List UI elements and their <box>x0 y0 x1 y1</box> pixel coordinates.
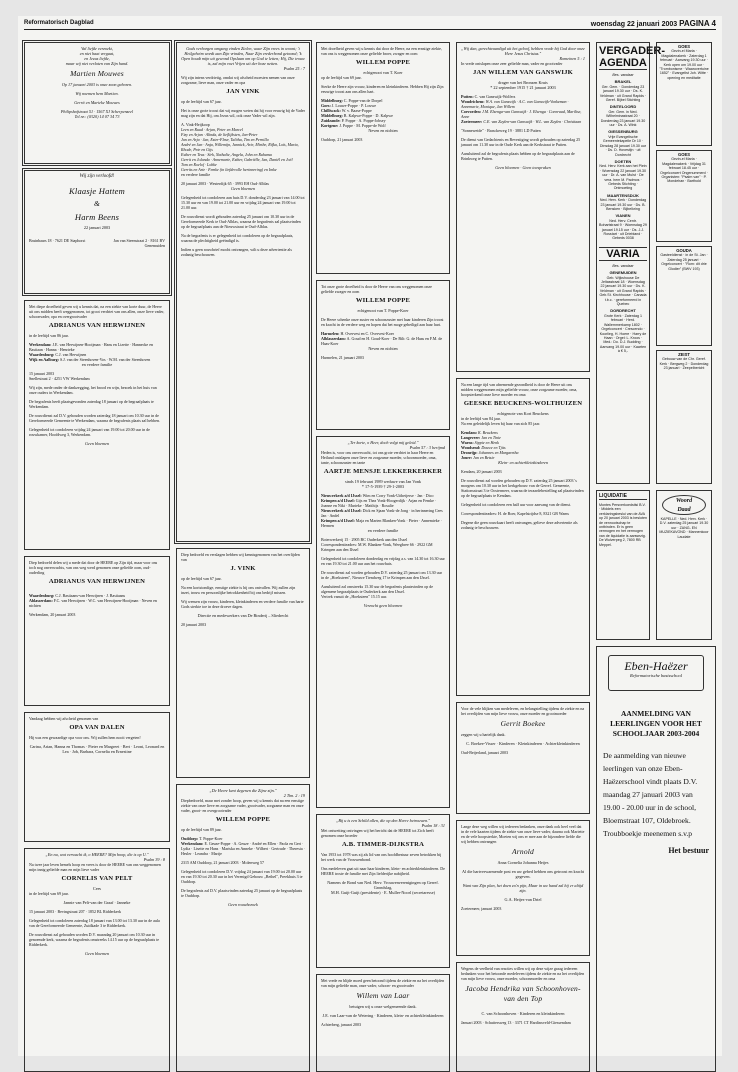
liquidation-text: Montes Persverkoedstisi B.V. · Middels een verklaringsbeslui van de AVA op 20 januari 2003 is besloten de vennootschap te ontbinden. Er is geen vermogen en het vermogen van de liquidatie is aanwezig. De Wulverpeg 2, 7800 RB Meppel. <box>599 503 647 547</box>
intro-text: Lange deze weg willen wij iedereen bedanken, onze dank ook heel veel dat in de vele kaarten tijdens de ziekte van onze lieve vader, daarna ook Mariette en de vele hoopsterkte, Moeten wij ons er mee aan de bijzondere liefde die wij hebben ontvangen <box>461 824 585 844</box>
poem-ref: Psalm 25 : 7 <box>283 66 305 71</box>
family-row: Neven en nichten <box>368 346 398 351</box>
column-5 <box>596 40 716 1050</box>
obituary-lekkerkerker <box>316 436 450 808</box>
vergader-agenda <box>596 42 666 484</box>
column-2 <box>176 40 310 1050</box>
family-row: Putten: C. van Ganswijk-Wolfers <box>461 94 516 99</box>
varia-item: DORDRECHT Grote Kerk · Zaterdag 1 februari · Herd. Wallemmerkamp 1802 · Orgelconcert · Crescendo · Koorlieg, H. Hoere · Harry de Haan · Orgel: L. Kroos · Med.: Do. D.J. Budding · Aanvang 19.00 uur · Kaarten à € 5,- <box>599 308 647 354</box>
family-row: Neven en nichten <box>368 128 398 133</box>
paragraph: Aansluitend zal omstreeks 15.30 uur de begrafenis plaatsvinden op de algemene begraafplaats te Ouderkerk aan den IJssel. <box>321 584 433 594</box>
paragraph: Gelegenheid tot condoleren aan huis D.V. donderdag 23 januari van 14.00 tot 15.30 uur en van 19.00 tot 21.00 uur en vrijdag 24 januari van 19.00 tot 21.00 uur. <box>181 195 305 210</box>
agenda-item: DOETEN Ned. Herv. Kerk aan het Plein · Woensdag 22 januari 19.30 uur · Dr. A. van Mulst · De vera. hem M. Padmos · Gebeds Stichting · Ontmoeting <box>599 158 647 191</box>
signature: Namens de Bond van Ned. Herv. Vrouwenverenigingen op Gerref. Grondslag, <box>327 880 439 890</box>
newspaper-page <box>18 16 722 1056</box>
closing: Geen bloemen · Geen toespraken <box>495 165 551 170</box>
paragraph: Na de begrafenis is er gelegenheid tot condoleren op de begraafplaats, waarna de plechtigheid geëindigd is. <box>181 233 294 243</box>
paragraph: De rouwdienst zal worden gehouden D.V. zaterdag 25 januari om 13.30 uur in de „Hoeksteen", Nieuwe Tiendweg 17 te Krimpen aan den IJssel. <box>321 570 443 580</box>
verse: „Bij u is een Schild allen, die op den Heere betrouwen." <box>335 818 431 823</box>
intro-text: Met droefheid geven wij u kennis dat door de Heere, na een ernstige ziekte, van ons is weggenomen onze geliefde broer, zwager en oom <box>321 46 442 56</box>
family-row: Werkendam: E. Geuze-Poppe · A. Geuze · André en Ellen · Paola en Gert · Lydia · Lisette en Hans · Mariska en Anneke · Wilbert · Gertrude · Theresia · Hesler · Leandra · Martje <box>181 841 305 856</box>
name-1: Klaasje Hattem <box>69 186 125 196</box>
ampersand: & <box>93 199 101 208</box>
family-line: André en Jan · Anja, Willemijn, Jannick, Arie, Mirthe, Rifka, Loïs, Maria, Rhode, Pete en Gijs <box>181 142 299 152</box>
verse-ref: Psalm 39 : 8 <box>143 857 165 862</box>
page-info <box>591 19 716 28</box>
paragraph: betuigen wij u onze welgemeende dank. <box>349 1004 417 1009</box>
deceased-name: WILLEM POPPE <box>215 816 271 823</box>
family-row: Warns: Sippie en Henk <box>461 440 499 445</box>
obituary-van-herwijnen <box>24 300 170 550</box>
date: 20 januari 2003 <box>181 622 207 627</box>
text: Hij was een gewaardige opa voor ons. Wij zullen hem nooit vergeten! <box>29 735 141 740</box>
obituary-willem-poppe <box>176 784 310 1072</box>
paragraph: Wij wensen zijn vrouw, kinderen, kleinkinderen en verdere familie van harte Gods sterkte toe in deze droeve dagen. <box>181 599 304 609</box>
closing: Geen bloemen <box>84 951 110 956</box>
family: Jannie van Pelt-van der Graaf · Janneke <box>63 900 131 905</box>
verse: „De Heere kent degenen die Zijne zijn." <box>209 788 277 793</box>
signature: Directie en medewerkers van De Binderij – Sliedrecht <box>197 613 289 618</box>
age: in de leeftijd van 69 jaar. <box>29 891 69 896</box>
paragraph: Van 1953 tot 1978 was zij als lid van ons hoofdbestuur zeven betrokken bij het werk van de Vrouwenbond. <box>321 852 442 862</box>
intro: Vandaag hebben wij afscheid genomen van <box>29 716 99 721</box>
verse-ref: Psalm 18 : 31 <box>421 823 445 828</box>
liquidation-title: LIQUIDATIE <box>599 493 647 500</box>
obituary-beuckens-wolthuizen <box>456 378 590 696</box>
family-row: Harmelen: H. Overvest en C. Overvest-Koer <box>321 331 394 336</box>
deceased-name: ADRIANUS VAN HERWIJNEN <box>48 322 146 329</box>
verse-line: maar wij niet verlaten van Zijn hand. <box>65 61 129 66</box>
obituary-willem-poppe-family <box>316 42 450 274</box>
engagement-announcement <box>24 170 170 294</box>
family-row: Zuidzande: P. Poppe · A. Poppe-Jobsey <box>321 118 386 123</box>
name-2: Harm Beens <box>74 212 120 222</box>
varia-title: VARIA <box>599 247 647 261</box>
paragraph: De begrafenis heeft plaatsgevonden zaterdag 18 januari op de begraafplaats te Werkendam. <box>29 399 154 409</box>
gods-event-2: GOES Gezin-el Maria · Magdalenakerk · Vrijdag 31 februari 18.45 uur · Orgelconcert Ongenummerd · Organisten: "Psalm van" · P. Mondehan · Barthold <box>656 150 712 242</box>
family-row: Middelburg: C. Poppe-van de Dorpel <box>321 98 383 103</box>
condolence-j-vink <box>176 548 310 778</box>
birth-line: Op 17 januari 2003 is onze zoon geboren. <box>61 82 133 87</box>
paragraph: Gelegenheid tot condoleren een half uur voor aanvang van de dienst. <box>461 502 572 507</box>
thanks-van-schoonhoven <box>456 962 590 1072</box>
family-row: Dronrijp: Johannes en Margaretha <box>461 450 519 455</box>
page-number: PAGINA 4 <box>679 19 716 28</box>
age: op de leeftijd van 67 jaar. <box>181 576 222 581</box>
family-row: Chilliwack: W. v. Baase-Poppe <box>321 108 372 113</box>
agenda-item: BRAKEL Ger. Gem. · Donderdag 23 januari 19.30 uur · Ds. K. Veldman · uit Grand Rapids · Geref. Bijbel Stichting <box>599 79 647 103</box>
column-3 <box>316 40 450 1050</box>
page-header <box>24 18 716 30</box>
family-line: en verdere familie <box>181 172 211 177</box>
subtitle: Anna Cornelia Johanna Heijes <box>497 860 549 865</box>
paragraph: De rouwdienst zal gehouden worden D.V. maandag 20 januari om 10.30 uur in genoemde kerk, waarna de begrafenis omstreeks 14.15 uur op de begraafplaats te Ridderkerk. <box>29 932 160 947</box>
paragraph: Al die hartverwarmende post en uw gebed hebben ons getroost en kracht gegeven. <box>462 869 584 879</box>
date: Januari 2003 · Schuttersweg 13 · 3371 CT Hardinxveld-Giessendam <box>461 1020 571 1025</box>
date: Zoetermeer, januari 2003 <box>461 906 502 911</box>
family-row: Krimpen a/d IJssel: Gijs en Thea Vonk-Hoogerdijk · Arjan en Femke · Joanne en Niki · Marieke · Matthijs · Rosalie <box>321 498 437 508</box>
intro-text: Na een lange tijd van afnemende gezondheid is door de Heere uit ons midden weggenomen mijn geliefde vrouw, onze zorgzame moeder, oma, hoopsterkend onze lieve moeder en oma <box>461 382 578 397</box>
family-line: Fizy en Arjan · Alinda, de lieflijksten, Jan-Peter <box>181 132 258 137</box>
family: G.A. Heijes-van Driel <box>504 897 542 902</box>
deceased-name: AARTJE MENSJE LEKKERKERKER <box>323 468 443 475</box>
paragraph: De rouwdienst zal worden gehouden op D.V. zaterdag 25 januari 2003 's morgens om 10.30 uur in het kerkgebouw van de Gerref. Gemeente, Stationsstraat 3 te Oostermeer, waarna de teraardebestelling zal plaatsvinden op de begraafplaats te Kendam. <box>461 478 584 498</box>
paragraph: Gelegenheid tot condoleren vrijdag 24 januari van 19.00 tot 20.00 uur in de rouwkamer, Hoofdweg 3, Werkendam. <box>29 427 150 437</box>
birth-announcement <box>24 42 170 164</box>
paragraph: Gelegenheid tot condoleren donderdag en vrijdag a.s. van 14.30 tot 16.30 uur en van 19.30 tot 21.00 uur aan het rouwhuis. <box>321 556 445 566</box>
paragraph: De Heere schenke onze zuster en schoonzuster met haar kinderen Zijn troost en kracht in de verdere weg en hopen dat het moge geheiligd aan haar hart. <box>321 317 444 327</box>
intro-text: Wij zijn intens verdrietig, omdat wij afscheid moesten nemen van onze zorgzame, lieve man, onze vader en opa <box>181 75 295 85</box>
grandchildren: Carina, Arian, Hanna en Thomas · Pieter en Margreet · Bert · Leoni, Leonard en Lea · Job, Barbara, Cornelia en Ernestine <box>29 744 165 754</box>
verse-line: Val liefde verzoekt, <box>81 46 113 51</box>
family-row: Coevorden: J.M. Elsenga-van Ganswijk · J. Elsenga · Coenraad, Marilise, Anne <box>461 109 582 119</box>
intro-text: Met vrede en blijde moed geen betoond tijdens de ziekte en na het overlijden van mijn geliefde man, onze vader, schoon- en grootvader <box>321 978 445 988</box>
eben-haezer-ad <box>596 646 716 1072</box>
address-2: Jan van Steenstraat 2 · 8161 BV Genemuiden <box>113 238 165 248</box>
age: op de leeftijd van 69 jaar. <box>321 75 362 80</box>
family-row: Ablasserdam: F.C. van Herwijnen · W.C. van Herwijnen-Hooijman · Neven en nichten <box>29 598 157 608</box>
obituary-van-pelt <box>24 848 170 1072</box>
agenda-subtitle: Bes. vandaar <box>612 73 634 77</box>
family-row: Zoetermeer: C.E. van Zuylen-van Ganswijk · W.L. van Zuylen · Christiaan <box>461 119 582 124</box>
memorial-timmer-dijkstra <box>316 814 450 968</box>
paragraph: zeggen wij u hartelijk dank. <box>461 732 506 737</box>
closing: Geen bloemen <box>84 441 110 446</box>
liquidation-notice <box>596 490 650 640</box>
age: op de leeftijd van 67 jaar. <box>181 99 222 104</box>
deceased-name: A.B. TIMMER-DIJKSTRA <box>341 841 425 848</box>
intro-text: Diep bedroefd en verslagen hebben wij kennisgenomen van het overlijden van <box>181 552 300 562</box>
intro-text: Diepbedroefd, maar met zonder hoop, geven wij u kennis dat na een ernstige ziekte van onze lieve en zorgzame vader, grootvader, zorgzame man en onze vader, groot- en overgrootvader <box>181 798 304 813</box>
deceased-name: JAN VINK <box>226 88 260 95</box>
date: Ouddorp, 21 januari 2003 <box>321 137 363 142</box>
child-name: Martien Mouwes <box>70 69 124 78</box>
family-row: Werkendam: J.E. van Herwijnen-Hooijman · Hans en Lizette · Hannecke en Bastiaan · Hanna · Henrieke <box>29 342 153 352</box>
address: Philipshofstraat 51 · 1567 XJ Scherpenzeel <box>60 109 134 114</box>
family-line: A. Vink-Heijkoop <box>181 122 210 127</box>
date: Oud-Beijerland, januari 2003 <box>461 750 508 755</box>
verse: „Wij dan, gerechtvaardigd uit het geloof, hebben vrede bij God door onze Here Jezus Christus." <box>461 46 585 56</box>
paragraph: Gelegenheid tot condoleren D.V. vrijdag 24 januari van 19.00 tot 20.00 uur en van 19.30 tot 20.30 uur in het Verenigd Gebouw „Bethel", Preekhuis 3 te Ouddorp. <box>181 869 303 884</box>
thanks-van-laar <box>316 974 450 1072</box>
date: 22 januari 2003 <box>83 225 111 230</box>
paragraph: Indien u geen rouwbrief mocht ontvangen, wilt u deze advertentie als zodanig beschouwen. <box>181 247 292 257</box>
intro-text: Voor de vele blijken van medeleven, en belangstelling tijdens de ziekte en na het overlijden van mijn lieve vrouw, onze moeder en grootmoeder <box>461 706 585 716</box>
family-row: Woudrichem: W.A. van Ganswijk · A.C. van Ganswijk-Vonkeman · Annemarie, Monique, Jan Willem <box>461 99 569 109</box>
woord-en-daad-ad <box>656 490 712 640</box>
family-row: Alblasserdam: A. Goud en H. Goud-Koer · De Bilt: G. de Haas en F.M. de Haas-Koer <box>321 336 443 346</box>
intro-text: Diep bedroefd delen wij u mede dat door de HEERE op Zijn tijd, maar voor ons toch nog onverwachts, van ons weg werd genomen onze geliefde oom, oud-ouderling <box>29 560 158 575</box>
paragraph: Degene die geen rouwkaart heeft ontvangen, gelieve deze advertentie als zodanig te beschouwen. <box>461 520 578 530</box>
subtitle: echtgenoot van T. Poppe-Koer <box>357 308 409 313</box>
zeist-event: ZEIST Gebouw van de Chr. Geref. Kerk · Bergweg 2 · Donderdag 23 januari · Zeepelbericht <box>656 350 712 484</box>
subtitle: echtgenoot van T. Koer <box>363 70 403 75</box>
deceased-name: OPA VAN DALEN <box>69 724 125 731</box>
woord-en-daad-logo: Woord Daad <box>662 495 706 515</box>
thanks-gerrit-boekee <box>456 702 590 814</box>
paragraph: De begrafenis zal D.V. plaatsvinden zaterdag 25 januari op de begraafplaats te Ouddorp. <box>181 888 303 898</box>
family-row: Kendam: K. Beuckens <box>461 430 498 435</box>
name-note: Wij noemen hem Martien. <box>75 91 119 96</box>
address: "Sonneweide" · Brasckeweg 19 · 3881 LD Putten <box>461 128 541 133</box>
telephone: Tel.nr.: (0320) 14 07 34 73 <box>74 114 120 119</box>
address: Boterwerkerij 15 · 2905 BC Ouderkerk aan den IJssel <box>321 537 408 542</box>
obituary-van-herwijnen-2 <box>24 556 170 706</box>
family-line: Jan en Arja · Jan, Ester-Fleur, Talitha, Tim en Pernilla <box>181 137 269 142</box>
verse-ref: Romeinen 5 : 1 <box>559 56 585 61</box>
agenda-item: MAARTENSDIJK Ned. Herv. Kerk · Donderdag 23 januari 19.30 uur · Ds. B. Bensken · Bijbelkring <box>599 192 647 211</box>
verse-line: en niet haat vergaat, <box>79 51 115 56</box>
deceased-name: Jacoba Hendrika van Schoonhoven-van den Top <box>465 984 581 1003</box>
paragraph: De dienst van Gedachtenis en Bevestiging wordt gehouden op zaterdag 25 januari om 11.30 uur in de Oude Kerk aan de Kerkstraat te Putten. <box>461 137 581 147</box>
woord-en-daad-text: KAPELLE · Ned. Herv. Kerk · D.V. zaterdag 25 januari 19.30 uur · ZANG- EN MUZIEKAVOND · Mannenkoor Laudate <box>659 517 709 539</box>
correspondence: Correspondentieadres: H. de Boer, Kapelstrijdse 8, 8321 GB Warns <box>461 511 569 516</box>
page-date: woensdag 22 januari 2003 <box>590 21 678 28</box>
date-address: 2315 AM Ouddorp, 21 januari 2003 · Molenweg 57 <box>181 860 264 865</box>
verse-ref: 2 Tim. 2 : 19 <box>283 793 305 798</box>
age: in de leeftijd van 84 jaar. <box>461 416 501 421</box>
paper-name: Reformatorisch Dagblad <box>24 20 94 26</box>
date: Werkendam, 20 januari 2003 <box>29 612 76 617</box>
family-row: Klein- en achterkleinkinderen <box>498 460 548 465</box>
paragraph: Wij zijn, mede onder de dankzegging, het brood en wijn, bezoek in het huis van onze ouders in Werkendam. <box>29 385 157 395</box>
eben-haezer-signature: Het bestuur <box>668 846 709 855</box>
paragraph: Ons medeleven gaat uit naar haar kinderen, klein- en achterkleinkinderen. De HEERE troste de familie met Zijn liefderijke nabijheid. <box>321 866 445 876</box>
paragraph: Aansluitend zal de begrafenis plaats hebben op de begraafplaats aan de Brinkweg te Putten. <box>461 151 575 161</box>
closing: Geen rouwbezoek <box>228 902 258 907</box>
family-line: Gerrit en Jolanda · Annemarie, Esther, Gabriëlle, Jan, Daniël en Joël <box>181 157 293 162</box>
verse: „En nu, wat verwacht ik, o HEERE? Mijn hoop, die is op U." <box>45 852 149 857</box>
intro-text: Heden is, voor ons onverwacht, tot ons grote verdriet in haar Heere en Heiland ontslapen onze lieve en zorgzame moeder, schoonmoeder, oma, tante, schoonzuster en tante <box>321 450 437 465</box>
paragraph: Gelegenheid tot condoleren zaterdag 18 januari van 13.00 tot 13.30 uur in de aula van de Gereformeerde Gemeente, Zuidkade 3 te Ridderkerk. <box>29 918 160 928</box>
family-row: Joure: Jan en Betsie <box>461 455 495 460</box>
date: 15 januari 2003 <box>29 371 55 376</box>
family-row: Waardenburg: C.J. van Herwijnen <box>29 352 87 357</box>
deceased-name: J. VINK <box>230 565 256 572</box>
family-row: en verdere familie <box>367 528 399 533</box>
paragraph: Na een kortstondige, ernstige ziekte is hij ons ontvallen. Wij zullen zijn inzet, trouw en persoonlijke betrokkenheid bij ons bedrijf missen. <box>181 585 296 595</box>
closing: Geen bloemen <box>230 186 256 191</box>
agenda-item: GIESSENBURG Vrije Evangelische Gemeentekapelle Dr 10 · Dinsdag 28 januari 19.30 uur · Ds. D. Hovestijn · uit Dordrecht <box>599 129 647 157</box>
intro-text: Met ontwetting ontvingen wij het bericht dat de HEERE tot Zich heeft genomen onze broeder <box>321 828 434 838</box>
deceased-name: Gerrit Boekee <box>500 719 546 728</box>
family-line: Tom en Roelof · Lobke <box>181 162 217 167</box>
thanks-arnold-heijes <box>456 820 590 956</box>
column-1 <box>24 40 170 1050</box>
first-name: Cees <box>92 886 102 891</box>
paragraph: Na een geleidelijk leven bij haar van zich 85 jaar. <box>461 421 541 426</box>
family: C. Boekee-Visser · Kinderen · Kleinkinderen · Achterkleinkinderen <box>466 741 580 746</box>
agenda-item: VIANEN Ned. Herv. Centr. Bohartstraat 9 · Woensdag 29 januari 19.15 uur · Ds. J.J. Rosstart · uit Driebland · Gebeds 0038 <box>599 213 647 241</box>
deceased-name: WILLEM POPPE <box>355 59 411 66</box>
agenda-item: DINTELOORD Ger. Gem. in Ned. Wilhelminastraat 20 · Donderdag 23 januari 19.30 uur · Ds. A. Wink <box>600 104 646 128</box>
obituary-willem-poppe-in-law <box>316 280 450 430</box>
intro-text: Wegens de veelheid van reacties willen wij op deze wijze graag iedereen bedanken voor het betoonde medeleven tijdens de ziekte en na het overlijden van mijn lieve vrouw, onze moeder, schoonmoeder en oma <box>461 966 585 981</box>
family: C. van Schoonhoven · Kinderen en kleinkinderen <box>481 1011 565 1016</box>
intro: Wij zijn verloofd! <box>79 174 115 179</box>
closing: Verzocht geen bloemen <box>363 603 403 608</box>
family: J.E. van Laar-van de Wetering · Kinderen, klein- en achterkleinkinderen <box>322 1013 444 1018</box>
address-1: Bruinbaars 18 · 7621 DE Staphorst <box>29 238 86 243</box>
gouda-event: GOUDA Gasteeldienst · in de St. Jan · Zaterdag 25 januari · Orgelconcert · "Rom: dit drie Glodier" (BWV 193) <box>656 246 712 346</box>
date: Kendam, 20 januari 2003 <box>461 469 502 474</box>
farewell-opa-van-dalen <box>24 712 170 842</box>
deceased-name: JAN WILLEM VAN GANSWIJK <box>472 69 574 76</box>
subtitle: sinds 19 februari 1989 weduwe van Jan Vonk <box>344 479 422 484</box>
family-line: Esther en Teus · Sirk, Nathalie, Angela, John en Ruhama <box>181 152 272 157</box>
address: Snellestraat 2 · 4251 VW Werkendam <box>29 376 90 381</box>
date: Achterberg, januari 2003 <box>321 1022 362 1027</box>
age: op de leeftijd van 89 jaar. <box>181 827 222 832</box>
date-address: 20 januari 2003 · Westerdijk 65 · 3993 EH Oud-Alblas <box>181 181 269 186</box>
paragraph: Vertrek vanuit de „Hoeksteen" 15.15 uur. <box>321 594 387 599</box>
column-4 <box>456 40 590 1050</box>
signature: M.H. Guijt-Guijt (presidente) · E. Muller-Noorl (secretaresse) <box>331 890 435 895</box>
varia-subtitle: Bes. vandaar <box>612 263 634 268</box>
family-row: Woudsend: Douwe en Tjits <box>461 445 506 450</box>
family-row: Kortgene: J. Poppe · M. Poppe-de Wolf <box>321 123 386 128</box>
deceased-name: GEESKE BEUCKENS-WOLTHUIZEN <box>463 400 583 407</box>
family-row: Goes: J. Louwe-Poppe · P. Louwe <box>321 103 376 108</box>
verse-ref: Psalm 57 : 3 berijmd <box>409 445 445 450</box>
paragraph: Het is onze grote troost dat wij mogen weten dat hij voor eeuwig bij de Vader mag zijn en dat Hij, om Jezus wil, ook onze Vader wil zijn. <box>181 108 306 118</box>
life-dates: * 22 september 1915 † 21 januari 2003 <box>490 85 556 90</box>
deceased-name: WILLEM POPPE <box>355 297 411 304</box>
intro-text: Tot onze grote droefheid is door de Heere van ons weggenomen onze geliefde zwager en oom <box>321 284 432 294</box>
paragraph: De rouwdienst wordt gehouden zaterdag 25 januari om 10.30 uur in de Gereformeerde Kerk te Oud-Alblas, waarna de begrafenis zal plaatsvinden op de begraafplaats aan de Nieuwstraat te Oud-Alblas. <box>181 214 301 229</box>
intro-text: Met diepe droefheid geven wij u kennis dat, na een ziekte van korte duur, de Heere uit ons midden heeft weggenomen, tot groot verdriet van ons allen, onze lieve vader, schoonvader, opa en overgrootvader <box>29 304 165 319</box>
family-line: Leen en Ruud · Arjan, Peter en Marcel <box>181 127 243 132</box>
subtitle: drager van het Bronzen Kruis <box>498 80 548 85</box>
agenda-title: VERGADER-AGENDA <box>599 45 666 69</box>
obituary-jan-vink <box>176 42 310 542</box>
deceased-name: CORNELIS VAN PELT <box>61 875 133 882</box>
paragraph: Sterke de Heere zijn vrouw, kinderen en kleinkinderen. Hebben Hij zijn Zijn eeuwige troost aan ons allen hart. <box>321 84 444 94</box>
verse-line: en Jezus liefde, <box>84 56 110 61</box>
family-row: Langeveer: Jan en Tinie <box>461 435 501 440</box>
poem: Gods verborgen omgang vinden Zielen, waar Zijn vrees in woont; 't Heilgeheim wordt aan Zijn vrinden, Naar Zijn vrederbond getoond; 'k Open houdt mijn uit gewond Opslaan om op God te letten; Hij, Die trouw is, zal mijn voet Vrijen uit der boze netten. <box>181 46 305 66</box>
deceased-name: Arnold <box>511 847 535 856</box>
age: in de leeftijd van 86 jaar. <box>29 333 69 338</box>
family-row: Wijk en Aalburg: S.J. van der Steenhoven-Vos · W.M. van der Steenhoven <box>29 357 151 362</box>
gods-event-1: GOES Gezin-el Maria · Magdalenakerk · Zaterdag 1 februari · Aanvang 19.30 uur · Kerk open om 19.00 uur · "Trombonisme · Waarovertuine 1652" · Evangelist Joh. Witte · opening en meditatie <box>656 42 712 146</box>
family-row: Middelburg: B. Kalpwe-Poppe · D. Kalpwe <box>321 113 393 118</box>
family-row: Waardenburg: C.J. Bastiaans-van Herwijnen · J. Bastiaans <box>29 593 126 598</box>
eben-haezer-heading: AANMELDING VAN LEERLINGEN VOOR HET SCHOOLJAAR 2003-2004 <box>610 709 702 738</box>
verse: „Ter korte, o Heer, doch volgt mij geleid." <box>347 440 419 445</box>
paragraph: De rouwdienst zal D.V. gehouden worden zaterdag 18 januari om 10.30 uur in de Gereformeerde Gemeente te Werkendam, waarna de begrafenis plaats zal hebben. <box>29 413 160 423</box>
date: Harmelen, 21 januari 2003 <box>321 355 364 360</box>
verse: Want van Zijn plan, het doen zo'n pijn, Maar in uw hand zal hij er altijd zijn. <box>462 883 584 893</box>
intro-text: Na twee jaar leven hemels hoop en vrees is door de HEERE van ons weggenomen mijn innig geliefde man en mijn lieve vader <box>29 862 161 872</box>
life-dates: * 17-5-1939 † 29-1-2003 <box>361 484 405 489</box>
eben-haezer-logo: Eben-Haëzer Reformatorische basisschool <box>608 655 704 691</box>
obituary-van-ganswijk <box>456 42 590 372</box>
varia-item: GENEMUIDEN Geb. Wijkshouse De Jeltasstraat 18 · Woensdag 22 januari 19.30 uur · Ds. K. Veldman · uit Grand Rapids · Geb.St. Kirchhouse · Canada t.b.c. · gereformeerd in Quebec <box>599 270 647 307</box>
family-line: Gerrits en Arie · Femke (in liefdevolle herinnering) en Imke <box>181 167 277 172</box>
deceased-name: ADRIANUS VAN HERWIJNEN <box>48 578 146 585</box>
date-address: 15 januari 2003 · Bevingstraat 207 · 1852 BL Ridderkerk <box>29 909 121 914</box>
parents: Gerrit en Marieke Mouwes <box>74 100 120 105</box>
correspondence: Correspondentieadres: M.W. Blanken-Vonk, Weegbree 66 · 2922 GM Krimpen aan den IJssel <box>321 542 433 552</box>
family-row: Ouddorp: T. Poppe-Koer <box>181 836 223 841</box>
family-row: Krimpen a/d IJssel: Maja en Marten Blanken-Vonk · Pieter · Annemieke · Hermen <box>321 518 442 528</box>
family-row: en verdere familie <box>81 362 113 367</box>
family-row: Nieuwerkerk a/d IJssel: Dick en Sjaan Vonk-de Jong · in herinnering Cees Jan · Andel <box>321 508 443 518</box>
family-row: Nieuwerkerk a/d IJssel: Wim en Corry Vonk-Uitbeijerse · Jan · Dico <box>321 493 434 498</box>
subtitle: echtgenote van Kort Beuckens <box>497 411 549 416</box>
deceased-name: Willem van Laar <box>356 991 410 1000</box>
intro: In vrede ontslapen onze zeer geliefde man, vader en grootvader <box>461 61 563 66</box>
eben-haezer-body: De aanmelding van nieuwe leerlingen van onze Eben-Haëzerschool vindt plaats D.V. maandag 27 januari 2003 van 19.00 - 20.00 uur in de school, Bloemstraat 107, Oldebroek. Troubboekje meenemen s.v.p <box>603 751 698 838</box>
